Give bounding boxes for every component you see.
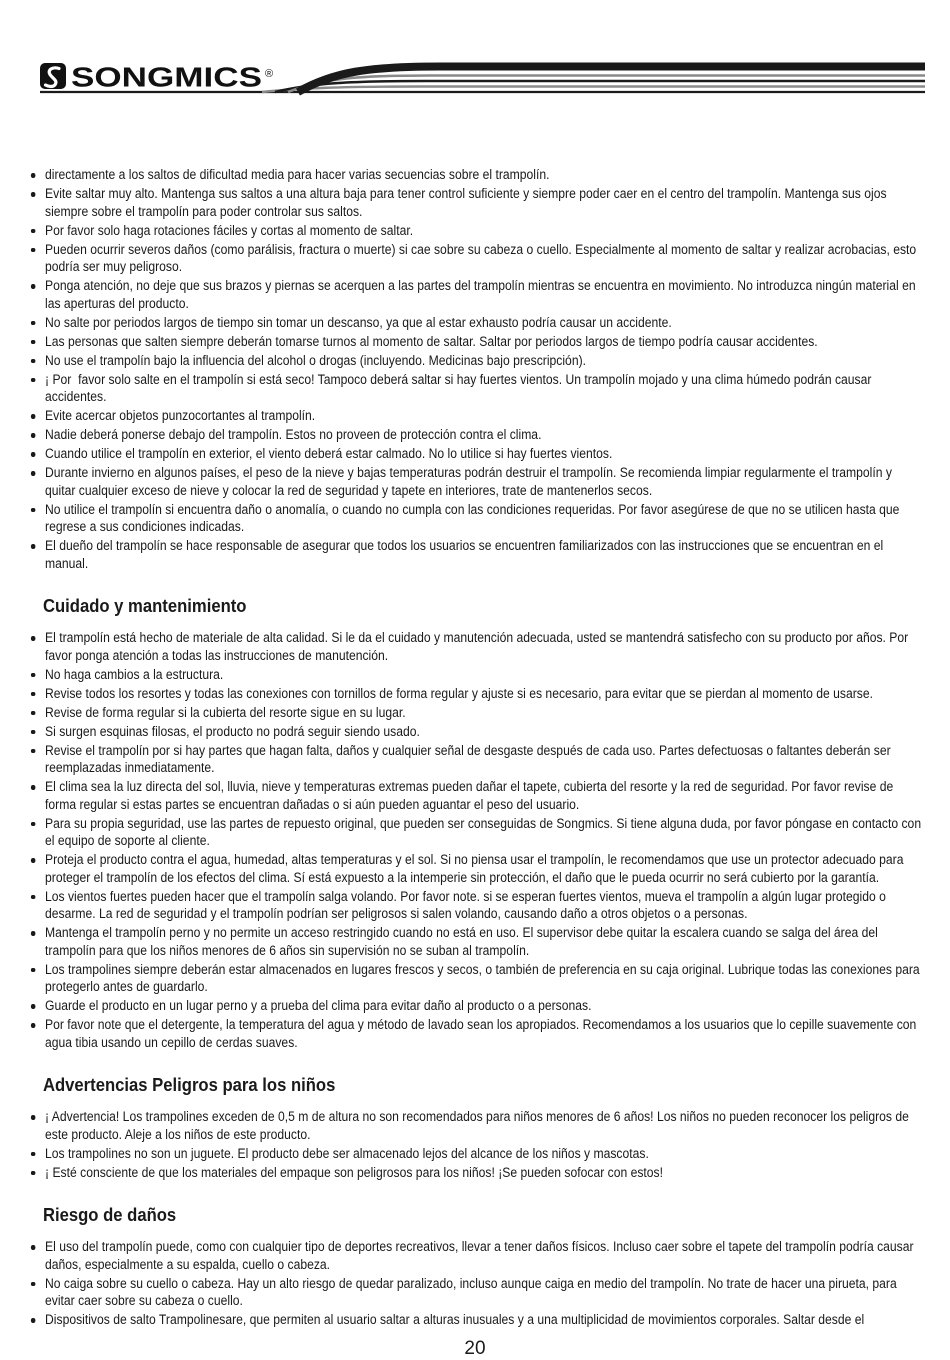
list-item: Si surgen esquinas filosas, el producto no podrá seguir siendo usado. [30, 723, 925, 741]
registered-mark: ® [265, 68, 274, 80]
list-item: Los trampolines no son un juguete. El producto debe ser almacenado lejos del alcance de los niños y mascotas. [30, 1145, 925, 1163]
list-item: Los trampolines siempre deberán estar almacenados en lugares frescos y secos, o también de preferencia en su caja original. Lubrique todas las conexiones para protegerlo antes de guardarlo. [30, 961, 925, 996]
section-heading-children-warnings: Advertencias Peligros para los niños [42, 1074, 336, 1095]
list-item: Los vientos fuertes pueden hacer que el trampolín salga volando. Por favor note. si se esperan fuertes vientos, mueva el trampolín a algún lugar protegido o desarme. La red de seguridad y el trampolín podrían ser peligrosos si salen volando, causando daño a otros objetos o a personas. [30, 888, 925, 923]
list-item: Durante invierno en algunos países, el peso de la nieve y bajas temperaturas podrán destruir el trampolín. Se recomienda limpiar regularmente el trampolín y quitar cualquier exceso de nieve y colocar la red de seguridad y tapete en interiores, trate de mantenerlos secos. [30, 464, 925, 499]
list-item: Pueden ocurrir severos daños (como parálisis, fractura o muerte) si cae sobre su cabeza o cuello. Especialmente al momento de saltar y realizar acrobacias, esto podría ser muy peligroso. [30, 241, 925, 276]
list-item: Guarde el producto en un lugar perno y a prueba del clima para evitar daño al producto o a personas. [30, 997, 925, 1015]
section-heading-injury-risk: Riesgo de daños [42, 1204, 177, 1225]
songmics-logo-icon [40, 63, 66, 89]
list-item: Las personas que salten siempre deberán tomarse turnos al momento de saltar. Saltar por periodos largos de tiempo podría causar accidentes. [30, 333, 925, 351]
list-item: Ponga atención, no deje que sus brazos y piernas se acerquen a las partes del trampolín mientras se encuentra en movimiento. No introduzca ningún material en las aperturas del producto. [30, 277, 925, 312]
list-item: El clima sea la luz directa del sol, lluvia, nieve y temperaturas extremas pueden dañar el tapete, cubierta del resorte y la red de seguridad. Por favor revise de forma regular si estas partes se encuentran dañadas o si aún pueden aguantar el peso del usuario. [30, 778, 925, 813]
header-stripe [288, 76, 925, 93]
injury-risk-list [30, 1238, 925, 1329]
list-item: ¡ Por favor solo salte en el trampolín si está seco! Tampoco deberá saltar si hay fuertes vientos. Un trampolín mojado y una clima húmedo podrán causar accidentes. [30, 371, 925, 406]
page-content [30, 166, 925, 1330]
list-item: No haga cambios a la estructura. [30, 666, 925, 684]
care-maintenance-list [30, 629, 925, 1051]
list-item: ¡ Esté consciente de que los materiales del empaque son peligrosos para los niños! ¡Se pueden sofocar con estos! [30, 1164, 925, 1182]
list-item: Nadie deberá ponerse debajo del trampolín. Estos no proveen de protección contra el clima. [30, 426, 925, 444]
list-item: Revise el trampolín por si hay partes que hagan falta, daños y cualquier señal de desgaste después de cada uso. Partes defectuosas o faltantes deberán ser reemplazadas inmediatamente. [30, 742, 925, 777]
page-header [0, 0, 950, 110]
brand-name: SONGMICS [71, 61, 262, 93]
list-item: El uso del trampolín puede, como con cualquier tipo de deportes recreativos, llevar a tener daños físicos. Incluso caer sobre el tapete del trampolín podría causar daños, especialmente a su espalda, cuello o cabeza. [30, 1238, 925, 1273]
list-item: El dueño del trampolín se hace responsable de asegurar que todos los usuarios se encuentren familiarizados con las instrucciones que se encuentran en el manual. [30, 537, 925, 572]
list-item: No salte por periodos largos de tiempo sin tomar un descanso, ya que al estar exhausto podría causar un accidente. [30, 314, 925, 332]
safety-rules-list [30, 166, 925, 572]
list-item: No use el trampolín bajo la influencia del alcohol o drogas (incluyendo. Medicinas bajo prescripción). [30, 352, 925, 370]
list-item: directamente a los saltos de dificultad media para hacer varias secuencias sobre el trampolín. [30, 166, 925, 184]
page-number: 20 [464, 1338, 486, 1359]
children-warnings-list [30, 1108, 925, 1181]
list-item: Para su propia seguridad, use las partes de repuesto original, que pueden ser conseguidas de Songmics. Si tiene alguna duda, por favor póngase en contacto con el equipo de soporte al cliente. [30, 815, 925, 850]
list-item: Evite saltar muy alto. Mantenga sus saltos a una altura baja para tener control suficiente y siempre poder caer en el centro del trampolín. Mantenga sus ojos siempre sobre el trampolín para poder controlar sus saltos. [30, 185, 925, 220]
list-item: ¡ Advertencia! Los trampolines exceden de 0,5 m de altura no son recomendados para niños menores de 6 años! Los niños no pueden reconocer los peligros de este producto. Aleje a los niños de este producto. [30, 1108, 925, 1143]
list-item: Evite acercar objetos punzocortantes al trampolín. [30, 407, 925, 425]
list-item: No caiga sobre su cuello o cabeza. Hay un alto riesgo de quedar paralizado, incluso aunque caiga en medio del trampolín. No trate de hacer una pirueta, para evitar caer sobre su cabeza o cuello. [30, 1275, 925, 1310]
header-stripe [298, 67, 925, 93]
list-item: Revise todos los resortes y todas las conexiones con tornillos de forma regular y ajuste si es necesario, para evitar que se pierdan al momento de usarse. [30, 685, 925, 703]
list-item: Por favor note que el detergente, la temperatura del agua y método de lavado sean los apropiados. Recomendamos a los usuarios que lo cepille suavemente con agua tibia usando un cepillo de cerdas suaves. [30, 1016, 925, 1051]
list-item: Mantenga el trampolín perno y no permite un acceso restringido cuando no está en uso. El supervisor debe quitar la escalera cuando se salga del área del trampolín para que los niños menores de 6 años sin supervisión no se suban al trampolín. [30, 924, 925, 959]
list-item: Dispositivos de salto Trampolinesare, que permiten al usuario saltar a alturas inusuales y a una multiplicidad de movimientos corporales. Saltar desde el [30, 1311, 925, 1329]
list-item: Proteja el producto contra el agua, humedad, altas temperaturas y el sol. Si no piensa usar el trampolín, le recomendamos que use un protector adecuado para proteger el trampolín de los efectos del clima. Sí está expuesto a la intemperie sin protección, el daño que le pueda ocurrir no será cubierto por la garantía. [30, 851, 925, 886]
list-item: El trampolín está hecho de materiale de alta calidad. Si le da el cuidado y manutención adecuada, usted se mantendrá satisfecho con su producto por años. Por favor ponga atención a todas las instrucciones de manutención. [30, 629, 925, 664]
section-heading-care: Cuidado y mantenimiento [42, 595, 247, 616]
list-item: No utilice el trampolín si encuentra daño o anomalía, o cuando no cumpla con las condiciones requeridas. Por favor asegúrese de que no se utilicen hasta que regrese a sus condiciones indicadas. [30, 501, 925, 536]
list-item: Por favor solo haga rotaciones fáciles y cortas al momento de saltar. [30, 222, 925, 240]
list-item: Cuando utilice el trampolín en exterior, el viento deberá estar calmado. No lo utilice si hay fuertes vientos. [30, 445, 925, 463]
list-item: Revise de forma regular si la cubierta del resorte sigue en su lugar. [30, 704, 925, 722]
